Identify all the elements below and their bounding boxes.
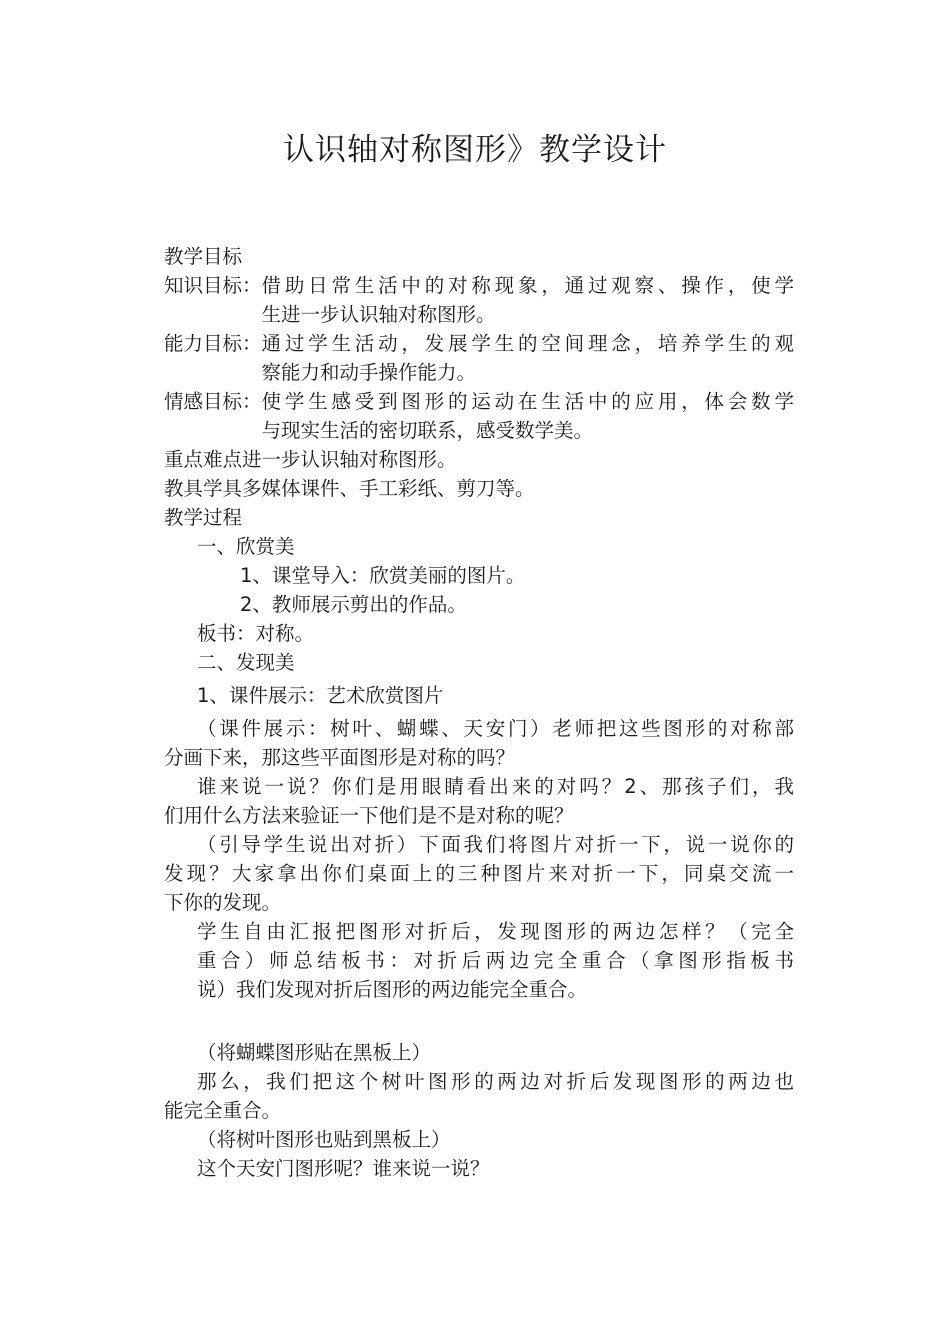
- emotion-goal-line: 使学生感受到图形的运动在生活中的应用，体会数学: [261, 390, 794, 413]
- paragraph-line: 发现？大家拿出你们桌面上的三种图片来对折一下，同桌交流一: [164, 862, 794, 885]
- ability-goal-line: 通过学生活动，发展学生的空间理念，培养学生的观: [261, 332, 794, 355]
- ability-goal-line: 察能力和动手操作能力。: [261, 361, 477, 384]
- paragraph-line: 那么，我们把这个树叶图形的两边对折后发现图形的两边也: [197, 1070, 794, 1093]
- knowledge-goal-text: [262, 271, 794, 329]
- paragraph-line: 说）我们发现对折后图形的两边能完全重合。: [197, 978, 588, 1001]
- paragraph: 这个天安门图形呢？谁来说一说？: [197, 1157, 490, 1180]
- knowledge-goal-term: 知识目标：: [164, 274, 262, 297]
- teaching-aids: 教具学具多媒体课件、手工彩纸、剪刀等。: [164, 477, 535, 500]
- paragraph-line: （课件展示：树叶、蝴蝶、天安门）老师把这些图形的对称部: [197, 717, 794, 740]
- emotion-goal: [164, 387, 794, 445]
- paragraph: [164, 917, 794, 1004]
- knowledge-goal-line: 生进一步认识轴对称图形。: [261, 303, 496, 326]
- ability-goal-text: [262, 329, 794, 387]
- document-body: [164, 242, 794, 1183]
- list-item: 1、课件展示：艺术欣赏图片: [197, 684, 444, 707]
- document-title: 认识轴对称图形》教学设计: [283, 132, 667, 168]
- process-heading: 教学过程: [164, 506, 243, 529]
- emotion-goal-term: 情感目标：: [164, 390, 262, 413]
- board-note: 板书：对称。: [197, 622, 315, 645]
- paragraph-line: 能完全重合。: [164, 1099, 282, 1122]
- paragraph-line: 们用什么方法来验证一下他们是不是对称的呢？: [164, 804, 574, 827]
- paragraph-line: 重合）师总结板书：对折后两边完全重合（拿图形指板书: [197, 949, 794, 972]
- knowledge-goal: [164, 271, 794, 329]
- knowledge-goal-line: 借助日常生活中的对称现象，通过观察、操作，使学: [261, 274, 794, 297]
- paragraph-line: 下你的发现。: [164, 891, 282, 914]
- ability-goal: [164, 329, 794, 387]
- paragraph-line: 谁来说一说？你们是用眼睛看出来的对吗？2、那孩子们，我: [197, 775, 794, 798]
- key-points: 重点难点进一步认识轴对称图形。: [164, 448, 457, 471]
- list-item: 2、教师展示剪出的作品。: [240, 593, 467, 616]
- paragraph: （将蝴蝶图形贴在黑板上）: [197, 1041, 432, 1064]
- paragraph: [164, 714, 794, 772]
- paragraph-line: 分画下来，那这些平面图形是对称的吗？: [164, 746, 516, 769]
- paragraph: [164, 830, 794, 917]
- paragraph: [164, 1067, 794, 1125]
- paragraph-line: （引导学生说出对折）下面我们将图片对折一下，说一说你的: [197, 833, 794, 856]
- goals-heading: 教学目标: [164, 245, 243, 268]
- paragraph: [164, 772, 794, 830]
- paragraph-line: 学生自由汇报把图形对折后，发现图形的两边怎样？（完全: [197, 920, 794, 943]
- ability-goal-term: 能力目标：: [164, 332, 262, 355]
- section-heading: 一、欣赏美: [197, 535, 295, 558]
- emotion-goal-line: 与现实生活的密切联系，感受数学美。: [261, 419, 594, 442]
- paragraph: （将树叶图形也贴到黑板上）: [197, 1128, 451, 1151]
- section-heading: 二、发现美: [197, 651, 295, 674]
- emotion-goal-text: [262, 387, 794, 445]
- list-item: 1、课堂导入：欣赏美丽的图片。: [240, 564, 526, 587]
